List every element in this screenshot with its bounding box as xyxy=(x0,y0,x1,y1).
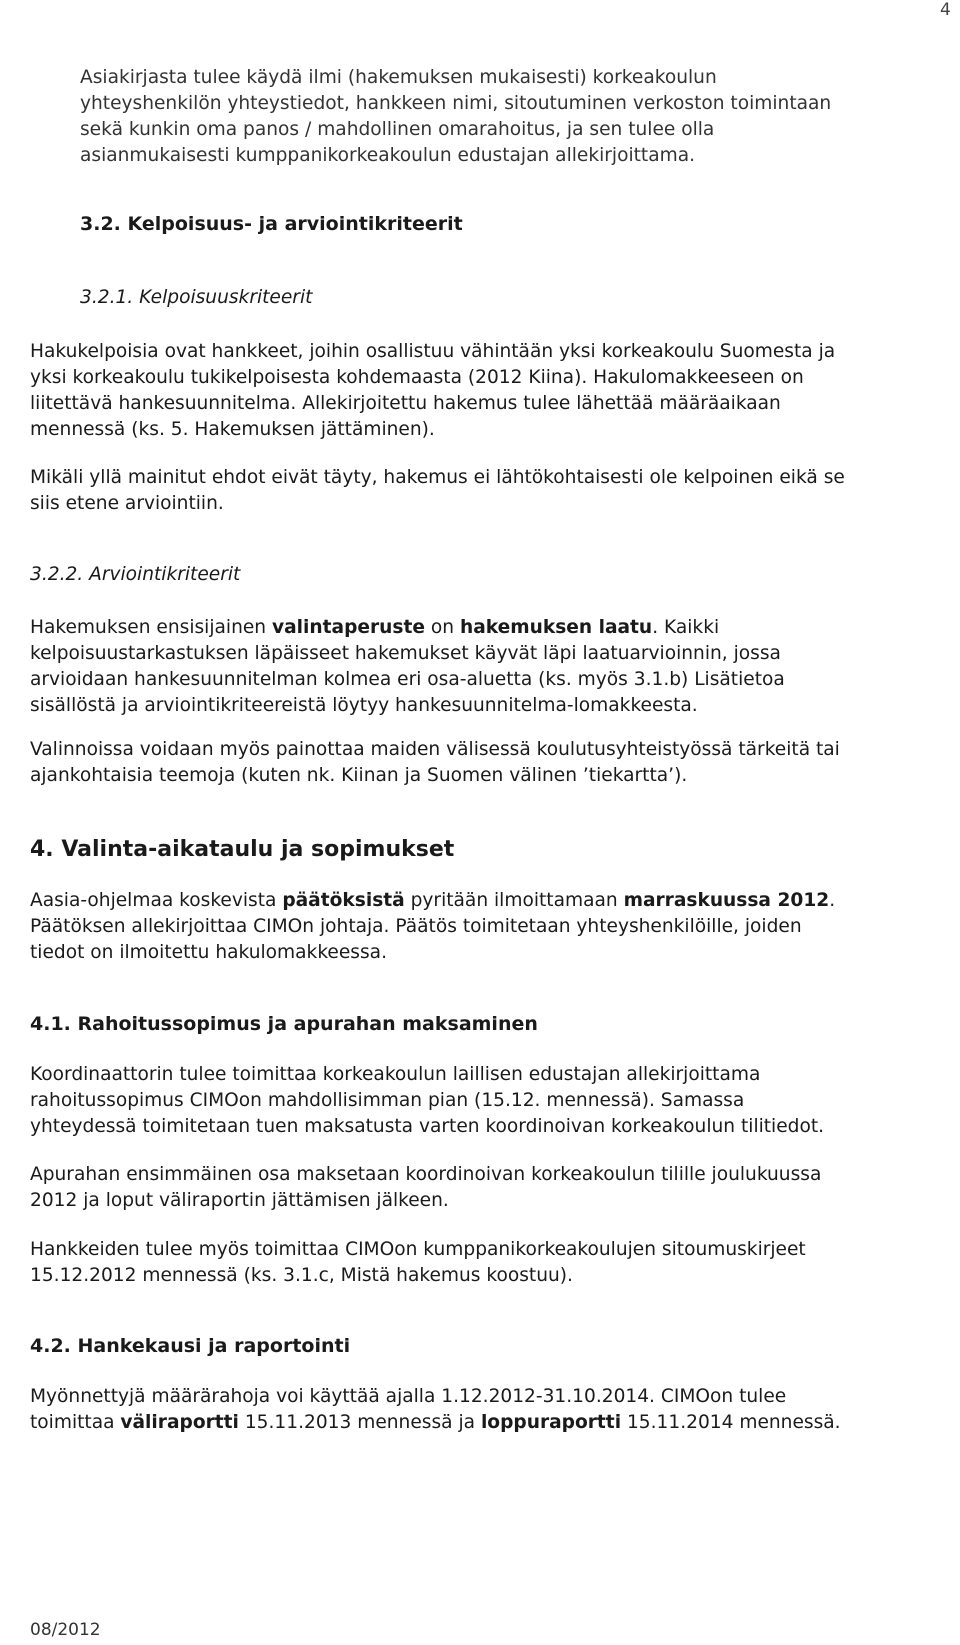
eligibility-paragraph-1: Hakukelpoisia ovat hankkeet, joihin osallistuu vähintään yksi korkeakoulu Suomesta ja yksi korkeakoulu tukikelpoisesta kohdemaasta (2012 Kiina). Hakulomakkeeseen on liitettävä hankesuunnitelma. Allekirjoitettu hakemus tulee lähettää määräaikaan mennessä (ks. 5. Hakemuksen jättäminen). xyxy=(30,341,836,440)
text-run: 15.11.2014 mennessä. xyxy=(621,1412,841,1433)
funding-paragraph-1: Koordinaattorin tulee toimittaa korkeakoulun laillisen edustajan allekirjoittama rahoitussopimus CIMOon mahdollisimman pian (15.12. mennessä). Samassa yhteydessä toimitetaan tuen maksatusta varten koordinoivan korkeakoulun tilitiedot. xyxy=(30,1064,825,1137)
assessment-paragraph-1 xyxy=(30,615,785,719)
intro-paragraph: Asiakirjasta tulee käydä ilmi (hakemuksen mukaisesti) korkeakoulun yhteyshenkilön yhteystiedot, hankkeen nimi, sitoutuminen verkoston toimintaan sekä kunkin oma panos / mahdollinen omarahoitus, ja sen tulee olla asianmukaisesti kumppanikorkeakoulun edustajan allekirjoittama. xyxy=(80,67,832,166)
text-run: . Päätöksen allekirjoittaa CIMOn johtaja. Päätös toimitetaan yhteyshenkilöille, joiden tiedot on ilmoitettu hakulomakkeessa. xyxy=(30,890,836,963)
bold-hakemuksen-laatu: hakemuksen laatu xyxy=(459,617,653,638)
assessment-paragraph-2: Valinnoissa voidaan myös painottaa maiden välisessä koulutusyhteistyössä tärkeitä tai ajankohtaisia teemoja (kuten nk. Kiinan ja Suomen välinen ’tiekartta’). xyxy=(30,739,840,786)
schedule-paragraph xyxy=(30,888,835,966)
reporting-paragraph xyxy=(30,1384,841,1436)
text-run: Hakemuksen ensisijainen xyxy=(30,617,272,638)
text-run: pyritään ilmoittamaan xyxy=(404,890,624,911)
heading-4-2: 4.2. Hankekausi ja raportointi xyxy=(30,1335,351,1357)
bold-loppuraportti: loppuraportti xyxy=(480,1412,622,1433)
text-run: Myönnettyjä määrärahoja voi käyttää ajalla 1.12.2012-31.10.2014. CIMOon tulee toimittaa xyxy=(30,1386,787,1433)
heading-3-2-1: 3.2.1. Kelpoisuuskriteerit xyxy=(80,287,313,308)
heading-3-2-2: 3.2.2. Arviointikriteerit xyxy=(30,564,241,585)
bold-valiraportti: väliraportti xyxy=(120,1412,239,1433)
heading-4-1: 4.1. Rahoitussopimus ja apurahan maksaminen xyxy=(30,1013,538,1035)
funding-paragraph-2: Apurahan ensimmäinen osa maksetaan koordinoivan korkeakoulun tilille joulukuussa 2012 ja loput väliraportin jättämisen jälkeen. xyxy=(30,1164,822,1211)
eligibility-paragraph-2: Mikäli yllä mainitut ehdot eivät täyty, hakemus ei lähtökohtaisesti ole kelpoinen eikä se siis etene arviointiin. xyxy=(30,467,845,514)
text-run: 15.11.2013 mennessä ja xyxy=(238,1412,481,1433)
bold-marraskuussa: marraskuussa 2012 xyxy=(623,890,830,911)
text-run: on xyxy=(424,617,460,638)
bold-valintaperuste: valintaperuste xyxy=(271,617,425,638)
page-number: 4 xyxy=(940,0,951,20)
bold-paatoksista: päätöksistä xyxy=(282,890,405,911)
text-run: Aasia-ohjelmaa koskevista xyxy=(30,890,283,911)
funding-paragraph-3: Hankkeiden tulee myös toimittaa CIMOon kumppanikorkeakoulujen sitoumuskirjeet 15.12.2012 mennessä (ks. 3.1.c, Mistä hakemus koostuu). xyxy=(30,1239,806,1286)
heading-3-2: 3.2. Kelpoisuus- ja arviointikriteerit xyxy=(80,213,463,235)
footer-date: 08/2012 xyxy=(30,1620,101,1640)
heading-4: 4. Valinta-aikataulu ja sopimukset xyxy=(30,837,455,862)
text-run: . Kaikki kelpoisuustarkastuksen läpäisseet hakemukset käyvät läpi laatuarvioinnin, jossa arvioidaan hankesuunnitelman kolmea eri osa-aluetta (ks. myös 3.1.b) Lisätietoa sisällöstä ja arviointikriteereistä löytyy hankesuunnitelma-lomakkeesta. xyxy=(30,617,785,716)
